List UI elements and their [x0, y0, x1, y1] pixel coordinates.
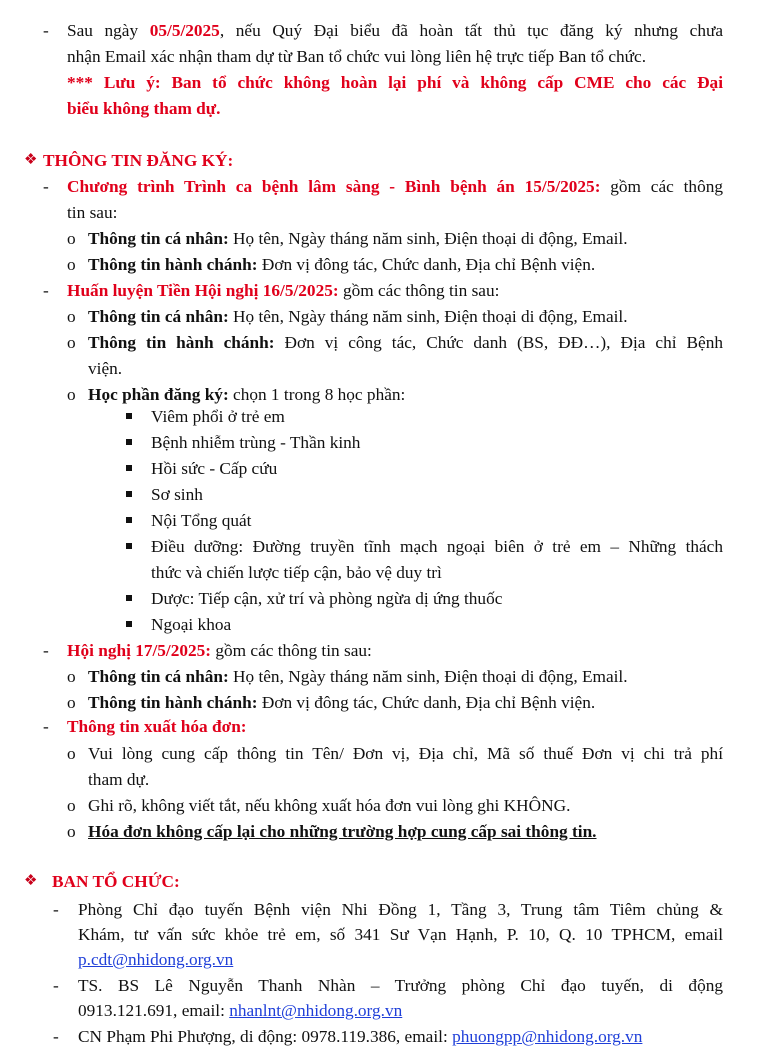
contact-1-email-link[interactable]: p.cdt@nhidong.org.vn	[78, 950, 234, 969]
circle-bullet: o	[67, 229, 76, 248]
item-label: Thông tin hành chánh:	[88, 693, 258, 712]
section-heading-registration: THÔNG TIN ĐĂNG KÝ:	[43, 151, 234, 170]
program-2-line	[67, 282, 499, 299]
invoice-item-cont: tham dự.	[88, 770, 150, 789]
module-item: Bệnh nhiễm trùng - Thần kinh	[151, 433, 361, 452]
dash-bullet: -	[53, 900, 59, 919]
invoice-title: Thông tin xuất hóa đơn:	[67, 717, 247, 736]
square-bullet	[126, 517, 132, 523]
contact-1-line-2: Khám, tư vấn sức khỏe trẻ em, số 341 Sư Vạn Hạnh, P. 10, Q. 10 TPHCM, email	[78, 925, 723, 944]
item-text: Đơn vị công tác, Chức danh (BS, ĐĐ…), Địa chỉ Bệnh	[274, 333, 723, 352]
intro-text: Sau ngày	[67, 21, 150, 40]
item-label: Thông tin cá nhân:	[88, 667, 229, 686]
item-text: Họ tên, Ngày tháng năm sinh, Điện thoại di động, Email.	[228, 307, 628, 326]
square-bullet	[126, 491, 132, 497]
module-select-item	[88, 386, 405, 403]
item-label: Thông tin hành chánh:	[88, 333, 275, 352]
personal-info-item	[88, 668, 628, 685]
square-bullet	[126, 621, 132, 627]
diamond-bullet-icon: ❖	[24, 873, 38, 889]
intro-line-1	[67, 22, 723, 39]
section-heading-organizers: BAN TỔ CHỨC:	[52, 872, 180, 891]
module-item: Hồi sức - Cấp cứu	[151, 459, 278, 478]
invoice-warning: Hóa đơn không cấp lại cho những trường hợp cung cấp sai thông tin.	[88, 822, 597, 841]
item-label: Học phần đăng ký:	[88, 385, 229, 404]
module-item-cont: thức và chiến lược tiếp cận, bảo vệ duy trì	[151, 563, 442, 582]
circle-bullet: o	[67, 693, 76, 712]
program-1-line	[67, 178, 723, 195]
item-text: chọn 1 trong 8 học phần:	[228, 385, 406, 404]
item-text: Đơn vị đông tác, Chức danh, Địa chỉ Bệnh viện.	[257, 693, 596, 712]
personal-info-item	[88, 308, 628, 325]
module-item: Nội Tổng quát	[151, 511, 252, 530]
program-1-text: gồm các thông	[600, 177, 723, 196]
dash-bullet: -	[53, 976, 59, 995]
circle-bullet: o	[67, 796, 76, 815]
square-bullet	[126, 439, 132, 445]
intro-text: , nếu Quý Đại biểu đã hoàn tất thủ tục đăng ký nhưng chưa	[219, 21, 724, 40]
contact-2-text: 0913.121.691, email:	[78, 1001, 230, 1020]
contact-1-line-1: Phòng Chỉ đạo tuyến Bệnh viện Nhi Đồng 1, Tầng 3, Trung tâm Tiêm chủng &	[78, 900, 723, 919]
circle-bullet: o	[67, 385, 76, 404]
dash-bullet: -	[43, 281, 49, 300]
intro-line-2: nhận Email xác nhận tham dự từ Ban tổ chức vui lòng liên hệ trực tiếp Ban tổ chức.	[67, 47, 647, 66]
contact-3-text: CN Phạm Phi Phượng, di động: 0978.119.386, email:	[78, 1027, 453, 1046]
contact-2-email-link[interactable]: nhanlnt@nhidong.org.vn	[229, 1001, 403, 1020]
square-bullet	[126, 413, 132, 419]
dash-bullet: -	[43, 177, 49, 196]
diamond-bullet-icon: ❖	[24, 152, 38, 168]
square-bullet	[126, 595, 132, 601]
module-item: Viêm phổi ở trẻ em	[151, 407, 285, 426]
module-item: Điều dưỡng: Đường truyền tĩnh mạch ngoại biên ở trẻ em – Những thách	[151, 537, 723, 556]
program-1-title: Chương trình Trình ca bệnh lâm sàng - Bình bệnh án 15/5/2025:	[67, 177, 601, 196]
circle-bullet: o	[67, 255, 76, 274]
intro-date: 05/5/2025	[149, 21, 220, 40]
item-label: Thông tin cá nhân:	[88, 307, 229, 326]
note-line-1: *** Lưu ý: Ban tổ chức không hoàn lại phí và không cấp CME cho các Đại	[67, 73, 723, 92]
module-item: Dược: Tiếp cận, xử trí và phòng ngừa dị ứng thuốc	[151, 589, 503, 608]
personal-info-item	[88, 230, 628, 247]
contact-3-line	[78, 1028, 642, 1045]
circle-bullet: o	[67, 744, 76, 763]
invoice-item: Ghi rõ, không viết tắt, nếu không xuất hóa đơn vui lòng ghi KHÔNG.	[88, 796, 571, 815]
note-line-2: biểu không tham dự.	[67, 99, 221, 118]
module-item: Sơ sinh	[151, 485, 203, 504]
invoice-item: Vui lòng cung cấp thông tin Tên/ Đơn vị, Địa chỉ, Mã số thuế Đơn vị chi trả phí	[88, 744, 723, 763]
admin-info-item	[88, 334, 723, 351]
item-text: Họ tên, Ngày tháng năm sinh, Điện thoại di động, Email.	[228, 667, 628, 686]
program-3-text: gồm các thông tin sau:	[211, 641, 372, 660]
item-label: Thông tin hành chánh:	[88, 255, 258, 274]
program-1-line-2: tin sau:	[67, 203, 118, 222]
contact-2-line-1: TS. BS Lê Nguyễn Thanh Nhàn – Trưởng phòng Chỉ đạo tuyến, di động	[78, 976, 723, 995]
program-2-text: gồm các thông tin sau:	[338, 281, 500, 300]
admin-info-item	[88, 694, 595, 711]
program-3-line	[67, 642, 372, 659]
dash-bullet: -	[43, 717, 49, 736]
circle-bullet: o	[67, 822, 76, 841]
module-item: Ngoại khoa	[151, 615, 232, 634]
dash-bullet: -	[43, 641, 49, 660]
admin-info-item	[88, 256, 595, 273]
item-text: Đơn vị đông tác, Chức danh, Địa chỉ Bệnh viện.	[257, 255, 596, 274]
circle-bullet: o	[67, 333, 76, 352]
dash-bullet: -	[53, 1027, 59, 1046]
contact-2-line-2	[78, 1002, 402, 1019]
program-2-title: Huấn luyện Tiền Hội nghị 16/5/2025:	[67, 281, 339, 300]
item-text: Họ tên, Ngày tháng năm sinh, Điện thoại di động, Email.	[228, 229, 628, 248]
circle-bullet: o	[67, 667, 76, 686]
square-bullet	[126, 465, 132, 471]
square-bullet	[126, 543, 132, 549]
program-3-title: Hội nghị 17/5/2025:	[67, 641, 212, 660]
dash-bullet: -	[43, 21, 49, 40]
circle-bullet: o	[67, 307, 76, 326]
contact-3-email-link[interactable]: phuongpp@nhidong.org.vn	[452, 1027, 643, 1046]
item-label: Thông tin cá nhân:	[88, 229, 229, 248]
admin-info-item-cont: viện.	[88, 359, 123, 378]
